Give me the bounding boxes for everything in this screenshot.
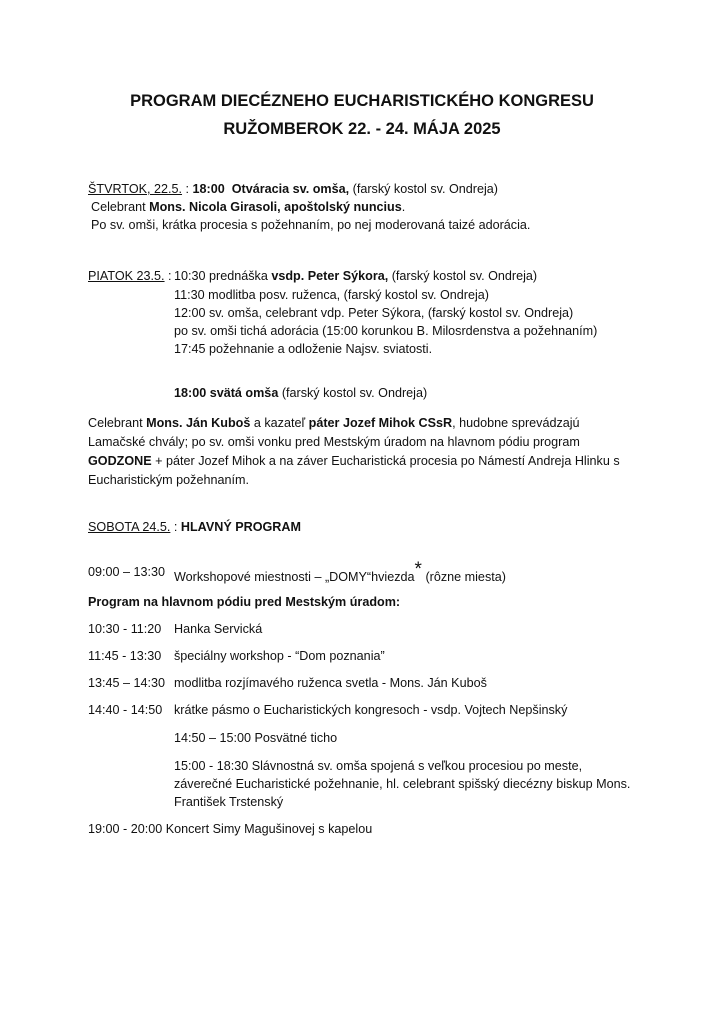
friday-evening xyxy=(174,387,427,400)
mass-line2: záverečné Eucharistické požehnanie, hl. celebrant spišský diecézny biskup Mons. xyxy=(174,777,631,791)
thursday-time: 18:00 xyxy=(192,182,225,196)
thursday-line1 xyxy=(88,183,498,196)
stage-item-text: modlitba rozjímavého ruženca svetla - Mons. Ján Kuboš xyxy=(174,676,487,690)
stage-heading: Program na hlavnom pódiu pred Mestským úradom: xyxy=(88,595,401,609)
concert-item: 19:00 - 20:00 Koncert Simy Magušinovej s kapelou xyxy=(88,822,373,836)
friday-line1 xyxy=(174,270,537,283)
friday-p-a: Celebrant xyxy=(88,416,147,430)
document-title-line2: RUŽOMBEROK 22. - 24. MÁJA 2025 xyxy=(223,120,501,138)
saturday-workshop xyxy=(174,559,506,585)
thursday-celebrant-name: Mons. Nicola Girasoli, apoštolský nuncius xyxy=(149,200,402,214)
stage-item-text: Hanka Servická xyxy=(174,622,263,636)
thursday-celebrant-end: . xyxy=(401,200,406,214)
saturday-heading-bold: HLAVNÝ PROGRAM xyxy=(180,520,301,534)
friday-evening-bold: 18:00 svätá omša xyxy=(174,386,279,400)
mass-line1: 15:00 - 18:30 Slávnostná sv. omša spojená s veľkou procesiou po meste, xyxy=(174,759,583,773)
star-icon: * xyxy=(414,559,422,580)
thursday-celebrant-prefix: Celebrant xyxy=(91,200,150,214)
friday-p-f: GODZONE xyxy=(88,454,152,468)
saturday-workshop-time: 09:00 – 13:30 xyxy=(88,565,166,579)
stage-item-text: krátke pásmo o Eucharistických kongresoch - vsdp. Vojtech Nepšinský xyxy=(174,703,568,717)
friday-p-e: , hudobne sprevádzajú Lamačské chvály; po sv. omši vonku pred Mestským úradom na hlavnom pódiu program xyxy=(88,416,580,449)
friday-line4: po sv. omši tichá adorácia (15:00 korunkou B. Milosrdenstva a požehnaním) xyxy=(174,324,598,338)
friday-p-d: páter Jozef Mihok CSsR xyxy=(308,416,453,430)
friday-l1-post: (farský kostol sv. Ondreja) xyxy=(388,269,538,283)
friday-p-c: a kazateľ xyxy=(250,416,309,430)
stage-item-text: špeciálny workshop - “Dom poznania” xyxy=(174,649,385,663)
stage-item-time: 10:30 - 11:20 xyxy=(88,622,162,636)
friday-line3: 12:00 sv. omša, celebrant vdp. Peter Sýkora, (farský kostol sv. Ondreja) xyxy=(174,306,574,320)
thursday-line3: Po sv. omši, krátka procesia s požehnaním, po nej moderovaná taizé adorácia. xyxy=(91,218,531,232)
friday-sep: : xyxy=(164,269,172,283)
saturday-workshop-text: Workshopové miestnosti – „DOMY“hviezda xyxy=(174,570,415,584)
stage-item-time: 11:45 - 13:30 xyxy=(88,649,162,663)
friday-day-label: PIATOK 23.5. xyxy=(88,269,165,283)
thursday-celebrant xyxy=(91,201,405,214)
saturday-day-label: SOBOTA 24.5. xyxy=(88,520,171,534)
friday-evening-rest: (farský kostol sv. Ondreja) xyxy=(278,386,428,400)
stage-item-time: 13:45 – 14:30 xyxy=(88,676,166,690)
friday-paragraph xyxy=(88,414,638,490)
thursday-day-label: ŠTVRTOK, 22.5. xyxy=(88,182,183,196)
friday-line2: 11:30 modlitba posv. ruženca, (farský kostol sv. Ondreja) xyxy=(174,288,489,302)
friday-l1-pre: 10:30 prednáška xyxy=(174,269,272,283)
thursday-event: Otváracia sv. omša, xyxy=(231,182,350,196)
document-title-line1: PROGRAM DIECÉZNEHO EUCHARISTICKÉHO KONGRESU xyxy=(130,92,594,110)
silence-item: 14:50 – 15:00 Posvätné ticho xyxy=(174,731,338,745)
saturday-sep: : xyxy=(170,520,181,534)
friday-line5: 17:45 požehnanie a odloženie Najsv. sviatosti. xyxy=(174,342,433,356)
thursday-event-location: (farský kostol sv. Ondreja) xyxy=(349,182,498,196)
thursday-sep: : xyxy=(182,182,193,196)
friday-p-b: Mons. Ján Kuboš xyxy=(146,416,251,430)
mass-line3: František Trstenský xyxy=(174,795,284,809)
friday-day xyxy=(88,270,172,283)
friday-l1-bold: vsdp. Peter Sýkora, xyxy=(271,269,389,283)
stage-item-time: 14:40 - 14:50 xyxy=(88,703,163,717)
saturday-heading xyxy=(88,521,301,534)
friday-p-g: + páter Jozef Mihok a na záver Eucharistická procesia po Námestí Andreja Hlinku s Eucharistickým požehnaním. xyxy=(88,454,620,487)
saturday-workshop-loc: (rôzne miesta) xyxy=(421,570,506,584)
